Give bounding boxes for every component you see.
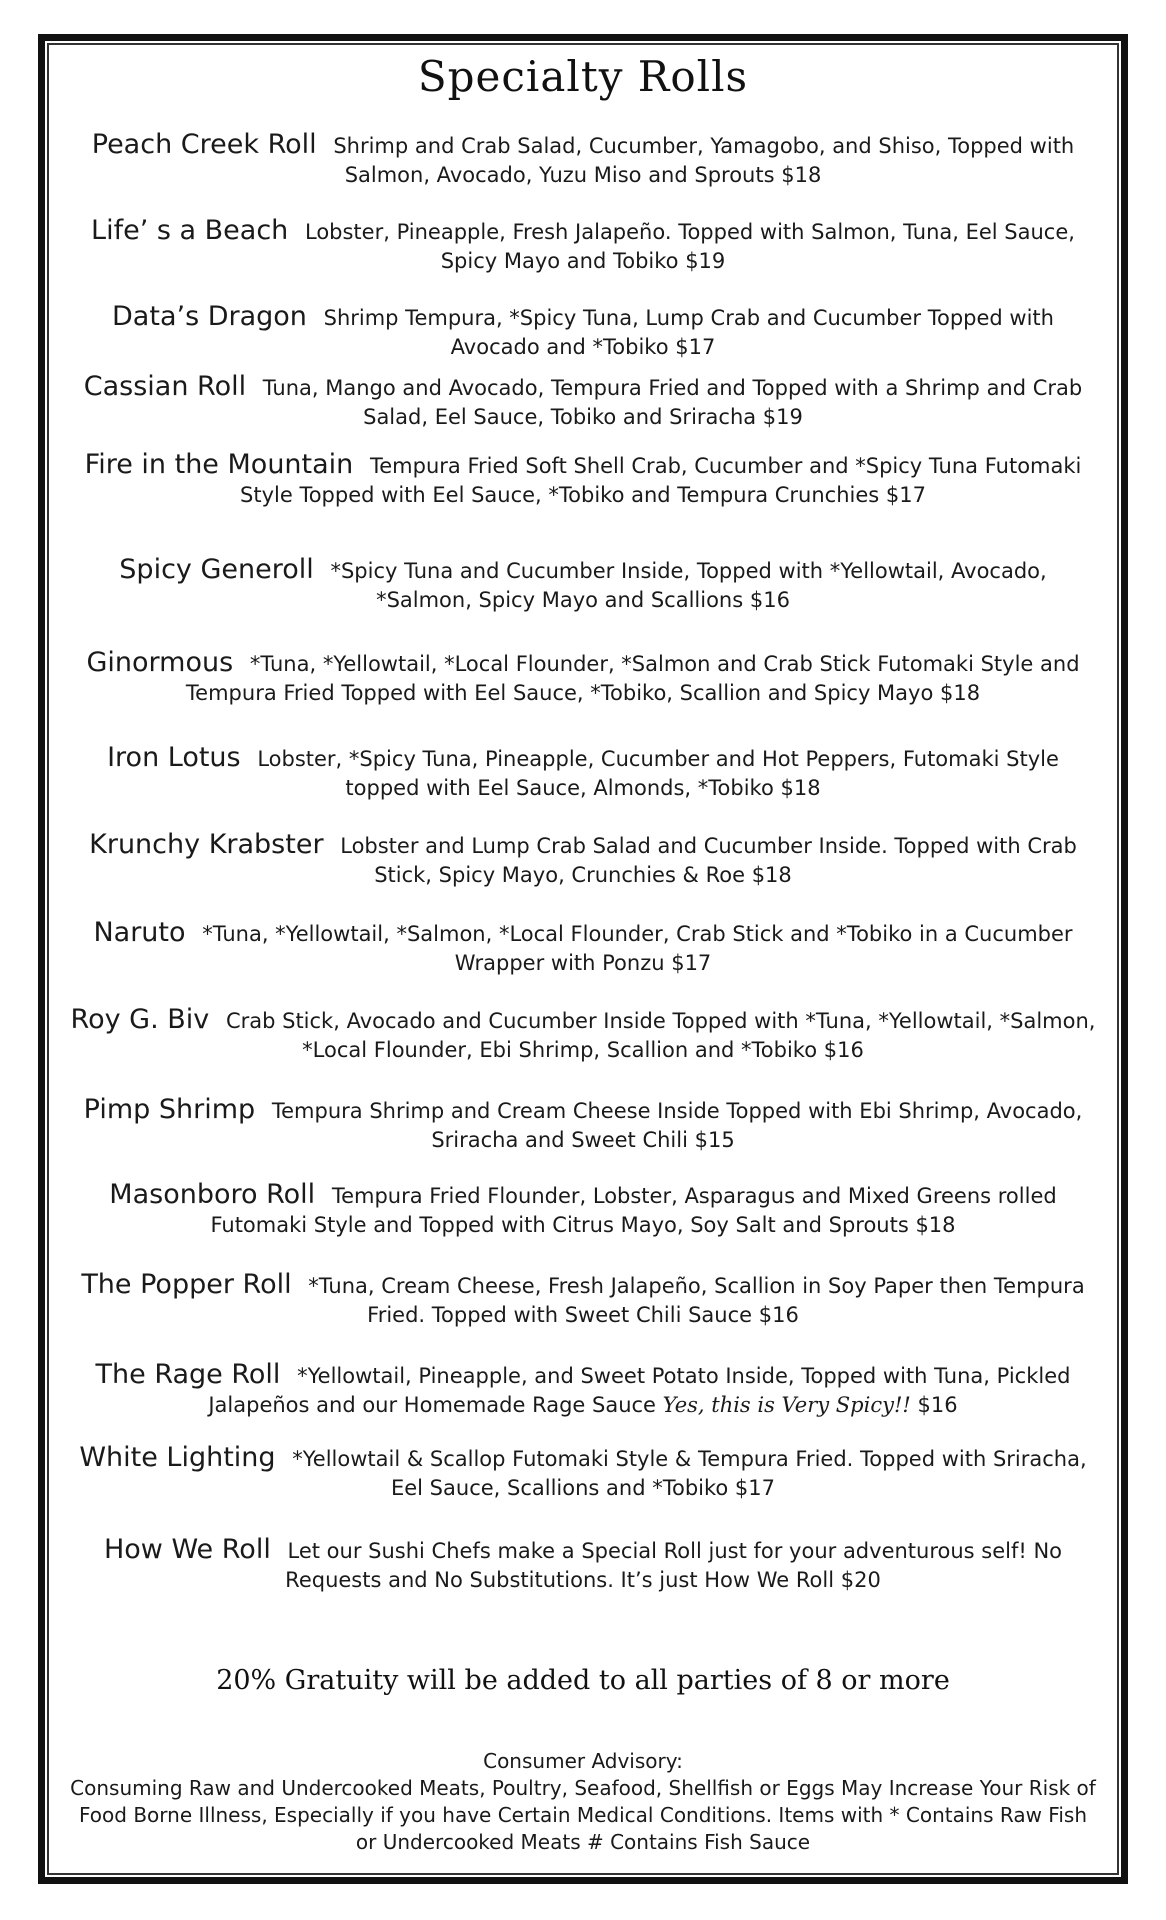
item-name: Iron Lotus xyxy=(107,742,241,773)
item-name: White Lighting xyxy=(79,1442,276,1473)
item-description: Tempura Shrimp and Cream Cheese Inside Topped with Ebi Shrimp, Avocado, Sriracha and Sweet Chili $15 xyxy=(271,1099,1083,1152)
menu-item-spicy-generoll xyxy=(70,555,1096,615)
item-name: Ginormous xyxy=(86,647,234,678)
menu-item-iron-lotus xyxy=(70,743,1096,803)
item-description: *Tuna, *Yellowtail, *Local Flounder, *Salmon and Crab Stick Futomaki Style and Tempura Fried Topped with Eel Sauce, *Tobiko, Scallion and Spicy Mayo $18 xyxy=(185,652,1080,705)
item-name: Pimp Shrimp xyxy=(83,1094,256,1125)
item-description: Lobster and Lump Crab Salad and Cucumber Inside. Topped with Crab Stick, Spicy Mayo, Crunchies & Roe $18 xyxy=(340,834,1077,887)
item-description: Tuna, Mango and Avocado, Tempura Fried and Topped with a Shrimp and Crab Salad, Eel Sauce, Tobiko and Sriracha $19 xyxy=(262,376,1083,429)
consumer-advisory xyxy=(70,1748,1096,1856)
item-description: Tempura Fried Soft Shell Crab, Cucumber and *Spicy Tuna Futomaki Style Topped with Eel Sauce, *Tobiko and Tempura Crunchies $17 xyxy=(240,454,1082,507)
menu-item-pimp-shrimp xyxy=(70,1095,1096,1155)
item-description: Crab Stick, Avocado and Cucumber Inside Topped with *Tuna, *Yellowtail, *Salmon, *Local Flounder, Ebi Shrimp, Scallion and *Tobiko $16 xyxy=(225,1009,1096,1062)
menu-item-the-rage-roll xyxy=(70,1360,1096,1420)
item-description: Lobster, Pineapple, Fresh Jalapeño. Topped with Salmon, Tuna, Eel Sauce, Spicy Mayo and Tobiko $19 xyxy=(304,220,1075,273)
menu-item-datas-dragon xyxy=(70,302,1096,362)
menu-item-how-we-roll xyxy=(70,1535,1096,1595)
item-description: *Spicy Tuna and Cucumber Inside, Topped with *Yellowtail, Avocado, *Salmon, Spicy Mayo and Scallions $16 xyxy=(330,559,1047,612)
item-name: Naruto xyxy=(93,917,186,948)
item-name: Spicy Generoll xyxy=(119,554,314,585)
item-name: Cassian Roll xyxy=(83,371,247,402)
item-name: The Rage Roll xyxy=(95,1359,281,1390)
item-name: Peach Creek Roll xyxy=(91,129,317,160)
item-description: Tempura Fried Flounder, Lobster, Asparagus and Mixed Greens rolled Futomaki Style and Topped with Citrus Mayo, Soy Salt and Sprouts $18 xyxy=(210,1184,1057,1237)
item-description: Shrimp and Crab Salad, Cucumber, Yamagobo, and Shiso, Topped with Salmon, Avocado, Yuzu Miso and Sprouts $18 xyxy=(333,134,1075,187)
item-description: Let our Sushi Chefs make a Special Roll just for your adventurous self! No Requests and No Substitutions. It’s just How We Roll $20 xyxy=(285,1539,1063,1592)
item-name: Masonboro Roll xyxy=(109,1179,316,1210)
item-name: Data’s Dragon xyxy=(112,301,307,332)
item-name: Roy G. Biv xyxy=(70,1004,210,1035)
menu-item-krunchy-krabster xyxy=(70,830,1096,890)
menu-item-fire-in-the-mountain xyxy=(70,450,1096,510)
menu-title: Specialty Rolls xyxy=(417,52,749,101)
menu-item-roy-g-biv xyxy=(70,1005,1096,1065)
item-description: *Yellowtail, Pineapple, and Sweet Potato Inside, Topped with Tuna, Pickled Jalapeños and our Homemade Rage Sauce xyxy=(208,1364,1071,1417)
menu-item-cassian-roll xyxy=(70,372,1096,432)
item-name: Life’ s a Beach xyxy=(91,215,289,246)
item-name: How We Roll xyxy=(103,1534,271,1565)
menu-item-masonboro-roll xyxy=(70,1180,1096,1240)
menu-item-ginormous xyxy=(70,648,1096,708)
advisory-text: Consuming Raw and Undercooked Meats, Poultry, Seafood, Shellfish or Eggs May Increase Your Risk of Food Borne Illness, Especially if you have Certain Medical Conditions. Items with * Contains Raw Fish or Undercooked Meats # Contains Fish Sauce xyxy=(70,1776,1096,1854)
gratuity-notice: 20% Gratuity will be added to all parties of 8 or more xyxy=(216,1665,950,1696)
item-price: $16 xyxy=(917,1393,958,1417)
menu-item-white-lighting xyxy=(70,1443,1096,1503)
menu-item-lifes-a-beach xyxy=(70,216,1096,276)
advisory-title: Consumer Advisory: xyxy=(483,1749,683,1773)
item-description: *Tuna, *Yellowtail, *Salmon, *Local Flounder, Crab Stick and *Tobiko in a Cucumber Wrapper with Ponzu $17 xyxy=(202,922,1073,975)
item-description: *Tuna, Cream Cheese, Fresh Jalapeño, Scallion in Soy Paper then Tempura Fried. Topped with Sweet Chili Sauce $16 xyxy=(308,1274,1085,1327)
item-description: *Yellowtail & Scallop Futomaki Style & Tempura Fried. Topped with Sriracha, Eel Sauce, Scallions and *Tobiko $17 xyxy=(292,1447,1087,1500)
item-description: Shrimp Tempura, *Spicy Tuna, Lump Crab and Cucumber Topped with Avocado and *Tobiko $17 xyxy=(323,306,1054,359)
item-description: Lobster, *Spicy Tuna, Pineapple, Cucumber and Hot Peppers, Futomaki Style topped with Eel Sauce, Almonds, *Tobiko $18 xyxy=(257,747,1059,800)
menu-item-the-popper-roll xyxy=(70,1270,1096,1330)
menu-item-peach-creek-roll xyxy=(70,130,1096,190)
menu-item-naruto xyxy=(70,918,1096,978)
item-name: Krunchy Krabster xyxy=(89,829,324,860)
spicy-note: Yes, this is Very Spicy!! xyxy=(662,1393,911,1417)
item-name: Fire in the Mountain xyxy=(84,449,354,480)
item-name: The Popper Roll xyxy=(81,1269,292,1300)
